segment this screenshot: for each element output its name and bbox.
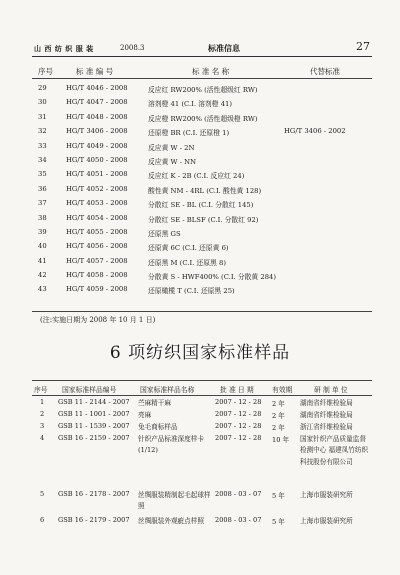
- sample-name: 针织产品标准深度样卡(1/12): [138, 435, 204, 455]
- standard-code: HG/T 4051 - 2008: [66, 170, 128, 179]
- sample-code: GSB 11 - 1001 - 2007: [58, 410, 130, 418]
- table-row: [32, 268, 372, 282]
- row-number: 2: [40, 410, 45, 418]
- table2-header: [32, 381, 372, 396]
- row-number: 30: [38, 98, 47, 107]
- sample-name: 苎麻精干麻: [138, 399, 171, 407]
- standard-code: HG/T 4054 - 2008: [66, 213, 128, 222]
- section-title: 标准信息: [208, 43, 240, 53]
- sample-name: 丝绸服装精制起毛起球样照: [138, 491, 211, 511]
- validity-period: 2 年: [272, 424, 285, 432]
- section-heading: 6 项纺织国家标准样品: [109, 343, 291, 363]
- developing-unit: 浙江省纤维检验局: [300, 423, 353, 431]
- header-replaces: 代替标准: [310, 67, 340, 76]
- page-number: 27: [356, 40, 370, 53]
- header-valid: 有效期: [272, 386, 293, 394]
- table-row: [32, 167, 372, 181]
- header-no: 序号: [38, 67, 53, 76]
- header-no: 序号: [34, 386, 48, 394]
- header-unit: 研 制 单 位: [314, 386, 348, 394]
- standard-name: 反应红 K - 2B (C.I. 反应红 24): [148, 172, 245, 181]
- standard-name: 还原黑 GS: [148, 229, 181, 238]
- table-row: [32, 139, 372, 153]
- developing-unit: 上海市服装研究所: [300, 491, 353, 499]
- sample-code: GSB 16 - 2178 - 2007: [58, 490, 130, 498]
- row-number: 1: [40, 398, 45, 406]
- table-row: [32, 124, 372, 138]
- developing-unit: 国家针织产品质量监督检测中心 福建凤竹纺织科技股份有限公司: [300, 435, 369, 466]
- replaced-standard: HG/T 3406 - 2002: [284, 127, 346, 136]
- standard-name: 反应黄 W - 2N: [148, 143, 195, 152]
- header-name: 标 准 名 称: [192, 67, 230, 76]
- standard-name: 溶剂橙 41 (C.I. 溶剂橙 41): [148, 100, 232, 109]
- row-number: 35: [38, 170, 47, 179]
- sample-name: 亮麻: [138, 411, 152, 419]
- developing-unit: 湖南省纤维检验局: [300, 399, 353, 407]
- developing-unit: 上海市服装研究所: [300, 517, 353, 525]
- approval-date: 2007 - 12 - 28: [215, 434, 262, 442]
- row-number: 40: [38, 242, 47, 251]
- journal-name: 山 西 纺 织 服 装: [34, 44, 94, 53]
- issue-number: 2008.3: [120, 44, 145, 52]
- header-divider: [32, 56, 372, 57]
- table-row: [32, 239, 372, 253]
- standard-name: 还原黑 M (C.I. 还原黑 8): [148, 258, 226, 267]
- row-number: 33: [38, 141, 47, 150]
- sample-code: GSB 11 - 1539 - 2007: [58, 422, 130, 430]
- standard-name: 还原橄榄 T (C.I. 还原黑 25): [148, 287, 235, 296]
- row-number: 32: [38, 127, 47, 136]
- sample-code: GSB 16 - 2179 - 2007: [58, 516, 130, 524]
- standard-code: HG/T 4049 - 2008: [66, 141, 128, 150]
- row-number: 29: [38, 84, 47, 92]
- row-number: 36: [38, 184, 47, 193]
- row-number: 31: [38, 112, 47, 121]
- standard-code: HG/T 4059 - 2008: [66, 285, 128, 294]
- table-row: [32, 282, 372, 296]
- row-number: 42: [38, 271, 47, 280]
- developing-unit: 湖南省纤维检验局: [300, 411, 353, 419]
- sample-name: 兔毛商标样品: [138, 423, 178, 431]
- table-row: [32, 110, 372, 124]
- approval-date: 2007 - 12 - 28: [215, 410, 262, 418]
- header-code: 国家标准样品编号: [62, 386, 117, 394]
- standard-name: 酸性黄 NM - 4RL (C.I. 酸性黄 128): [148, 186, 262, 195]
- validity-period: 2 年: [272, 412, 285, 420]
- validity-period: 5 年: [272, 518, 285, 526]
- approval-date: 2008 - 03 - 07: [215, 516, 262, 524]
- implementation-note: (注:实施日期为 2008 年 10 月 1 日): [40, 316, 156, 324]
- sample-name: 丝绸服装外观疵点样照: [138, 517, 204, 525]
- validity-period: 5 年: [272, 492, 285, 500]
- table-row: [32, 153, 372, 167]
- standard-name: 还原橙 BR (C.I. 还原橙 1): [148, 129, 230, 138]
- table1-header: [32, 60, 372, 79]
- header-name: 国家标准样品名称: [140, 386, 195, 394]
- standard-name: 分散红 SE - BLSF (C.I. 分散红 92): [148, 215, 259, 224]
- standard-code: HG/T 4047 - 2008: [66, 98, 128, 107]
- standard-code: HG/T 3406 - 2008: [66, 127, 128, 136]
- validity-period: 10 年: [272, 436, 290, 444]
- standard-code: HG/T 4046 - 2008: [66, 84, 128, 92]
- standard-name: 反应橙 RW200% (活性超级橙 RW): [148, 114, 258, 123]
- row-number: 39: [38, 227, 47, 236]
- header-code: 标 准 编 号: [76, 67, 114, 76]
- standard-name: 反应黄 W - NN: [148, 157, 197, 166]
- standard-code: HG/T 4057 - 2008: [66, 256, 128, 265]
- sample-code: GSB 16 - 2159 - 2007: [58, 434, 130, 442]
- table-row: [32, 211, 372, 225]
- standard-code: HG/T 4052 - 2008: [66, 184, 128, 193]
- approval-date: 2007 - 12 - 28: [215, 422, 262, 430]
- running-header: [32, 40, 372, 54]
- approval-date: 2007 - 12 - 28: [215, 398, 262, 406]
- standard-code: HG/T 4053 - 2008: [66, 199, 128, 208]
- row-number: 3: [40, 422, 45, 430]
- standard-code: HG/T 4058 - 2008: [66, 271, 128, 280]
- row-number: 37: [38, 199, 47, 208]
- validity-period: 2 年: [272, 400, 285, 408]
- standard-code: HG/T 4048 - 2008: [66, 112, 128, 121]
- row-number: 34: [38, 155, 47, 164]
- table-row: [32, 254, 372, 268]
- standard-code: HG/T 4056 - 2008: [66, 242, 128, 251]
- table-row: [32, 81, 372, 95]
- standard-code: HG/T 4055 - 2008: [66, 227, 128, 236]
- row-number: 43: [38, 285, 47, 294]
- table-row: [32, 225, 372, 239]
- row-number: 41: [38, 256, 47, 265]
- table1-bottom-rule: [32, 311, 372, 312]
- sample-code: GSB 11 - 2144 - 2007: [58, 398, 130, 406]
- row-number: 6: [40, 516, 45, 524]
- standard-code: HG/T 4050 - 2008: [66, 155, 128, 164]
- standard-name: 还原黄 6C (C.I. 还原黄 6): [148, 244, 229, 253]
- row-number: 5: [40, 490, 45, 498]
- row-number: 38: [38, 213, 47, 222]
- table1-body: [32, 81, 372, 297]
- standard-name: 分散红 SE - BL (C.I. 分散红 145): [148, 201, 254, 210]
- standard-name: 反应红 RW200% (活性超级红 RW): [148, 86, 258, 94]
- table-row: [32, 182, 372, 196]
- table-row: [32, 95, 372, 109]
- table-row: [32, 196, 372, 210]
- header-date: 批 准 日 期: [220, 386, 254, 394]
- row-number: 4: [40, 434, 45, 442]
- standard-name: 分散黄 S - HWF400% (C.I. 分散黄 284): [148, 273, 276, 282]
- approval-date: 2008 - 03 - 07: [215, 490, 262, 498]
